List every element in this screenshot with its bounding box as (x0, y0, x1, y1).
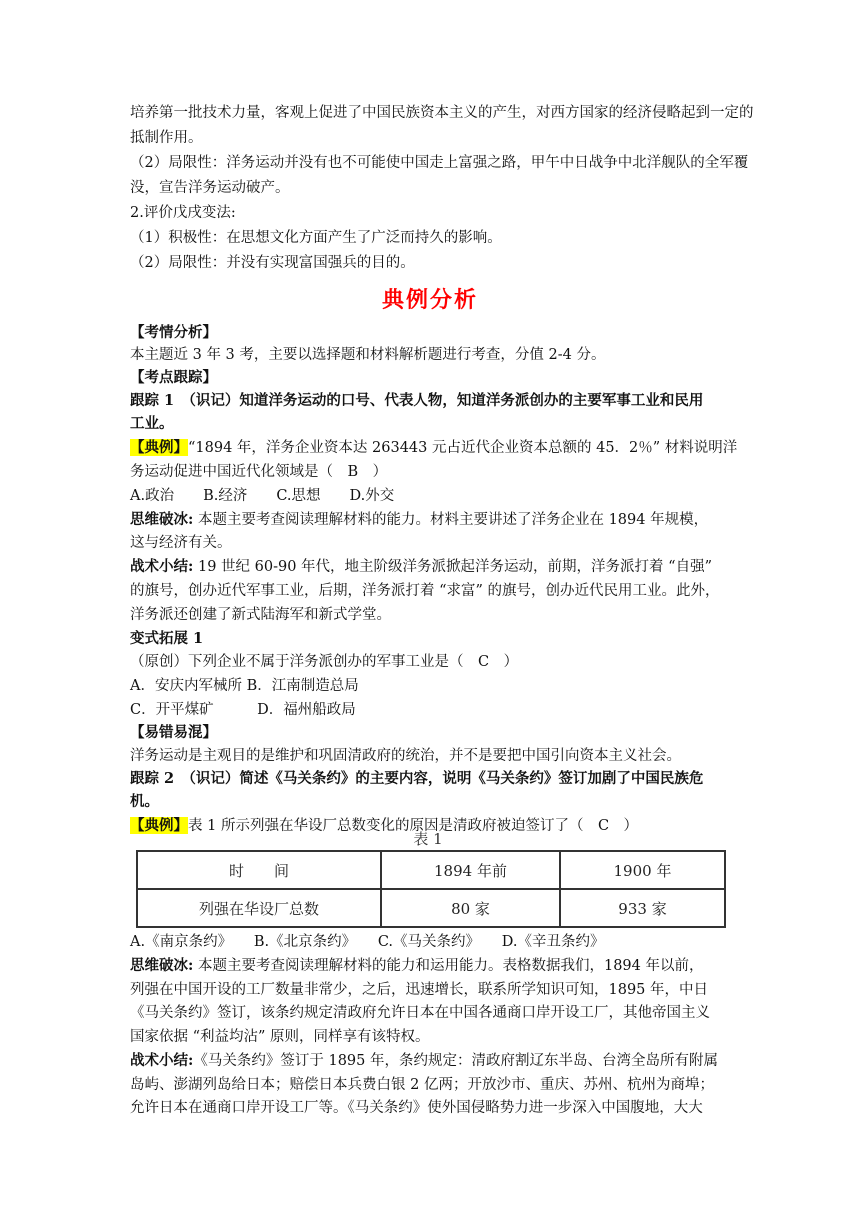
table-cell: 时 间 (137, 851, 381, 889)
table-cell: 列强在华设厂总数 (137, 889, 381, 927)
heading-kaodian: 【考点跟踪】 (130, 369, 217, 386)
paragraph-line: 培养第一批技术力量，客观上促进了中国民族资本主义的产生，对西方国家的经济侵略起到一定的 (130, 105, 754, 121)
section-title: 典例分析 (381, 287, 478, 313)
example-line: 【典例】“1894 年，洋务企业资本达 263443 元占近代企业资本总额的 45．2％” 材料说明洋 (130, 439, 738, 456)
example-tag: 【典例】 (130, 439, 188, 456)
track1-heading: 跟踪 1 （识记）知道洋务运动的口号、代表人物，知道洋务派创办的主要军事工业和民用 (130, 392, 704, 409)
summary-line: 的旗号，创办近代军事工业，后期，洋务派打着 “求富” 的旗号，创办近代民用工业。此外， (130, 583, 720, 599)
paragraph-line: （2）局限性：并没有实现富国强兵的目的。 (130, 255, 415, 271)
analysis-line: 国家依据 “利益均沾” 原则，同样享有该特权。 (130, 1029, 430, 1045)
analysis-line: 《马关条约》签订，该条约规定清政府允许日本在中国各通商口岸开设工厂，其他帝国主义 (130, 1005, 710, 1021)
options-line: A.《南京条约》 B.《北京条约》 C.《马关条约》 D.《辛丑条约》 (130, 934, 605, 950)
paragraph-line: （2）局限性：洋务运动并没有也不可能使中国走上富强之路，甲午中日战争中北洋舰队的全军覆 (130, 155, 749, 171)
variant-heading: 变式拓展 1 (130, 630, 204, 647)
table-header-row (137, 851, 725, 889)
analysis-line: 思维破冰: 本题主要考查阅读理解材料的能力。材料主要讲述了洋务企业在 1894 年规模， (130, 511, 709, 528)
paragraph-line: 没，宣告洋务运动破产。 (130, 180, 290, 196)
summary-line: 战术小结:《马关条约》签订于 1895 年，条约规定：清政府割辽东半岛、台湾全岛所有附属 (130, 1052, 718, 1069)
table-cell: 80 家 (381, 889, 560, 927)
options-line: A．安庆内军械所 B．江南制造总局 (130, 678, 359, 694)
paragraph-line: 本主题近 3 年 3 考，主要以选择题和材料解析题进行考查，分值 2-4 分。 (130, 347, 606, 363)
track2-heading: 跟踪 2 （识记）简述《马关条约》的主要内容，说明《马关条约》签订加剧了中国民族危 (130, 770, 704, 787)
question-line: （原创）下列企业不属于洋务派创办的军事工业是（ C ） (130, 654, 519, 670)
heading-kaoqing: 【考情分析】 (130, 324, 217, 341)
summary-line: 洋务派还创建了新式陆海军和新式学堂。 (130, 607, 391, 623)
example-tag: 【典例】 (130, 817, 188, 834)
options-line: A.政治 B.经济 C.思想 D.外交 (130, 488, 395, 504)
analysis-line: 列强在中国开设的工厂数量非常少，之后，迅速增长，联系所学知识可知，1895 年，中日 (130, 982, 709, 998)
table-cell: 933 家 (560, 889, 725, 927)
heading-easy-mistake: 【易错易混】 (130, 724, 217, 741)
summary-line: 战术小结: 19 世纪 60-90 年代，地主阶级洋务派掀起洋务运动，前期，洋务派打着 “自强” (130, 558, 712, 575)
example-line: 【典例】表 1 所示列强在华设厂总数变化的原因是清政府被迫签订了（ C ） (130, 817, 639, 834)
analysis-line: 这与经济有关。 (130, 535, 232, 551)
paragraph-line: （1）积极性：在思想文化方面产生了广泛而持久的影响。 (130, 230, 502, 246)
paragraph-line: 2.评价戊戌变法: (130, 205, 236, 221)
track2-heading: 机。 (130, 793, 159, 810)
table-cell: 1894 年前 (381, 851, 560, 889)
options-line: C．开平煤矿 D．福州船政局 (130, 702, 356, 718)
summary-line: 允许日本在通商口岸开设工厂等。《马关条约》使外国侵略势力进一步深入中国腹地，大大 (130, 1100, 703, 1116)
data-table (136, 850, 726, 928)
table-cell: 1900 年 (560, 851, 725, 889)
example-line: 务运动促进中国近代化领域是（ B ） (130, 464, 388, 480)
paragraph-line: 洋务运动是主观目的是维护和巩固清政府的统治，并不是要把中国引向资本主义社会。 (130, 748, 681, 764)
table-row (137, 889, 725, 927)
track1-heading: 工业。 (130, 415, 174, 432)
table-caption: 表 1 (413, 830, 443, 848)
analysis-line: 思维破冰: 本题主要考查阅读理解材料的能力和运用能力。表格数据我们，1894 年以前， (130, 957, 704, 974)
summary-line: 岛屿、澎湖列岛给日本；赔偿日本兵费白银 2 亿两；开放沙市、重庆、苏州、杭州为商埠； (130, 1077, 714, 1093)
paragraph-line: 抵制作用。 (130, 130, 203, 146)
